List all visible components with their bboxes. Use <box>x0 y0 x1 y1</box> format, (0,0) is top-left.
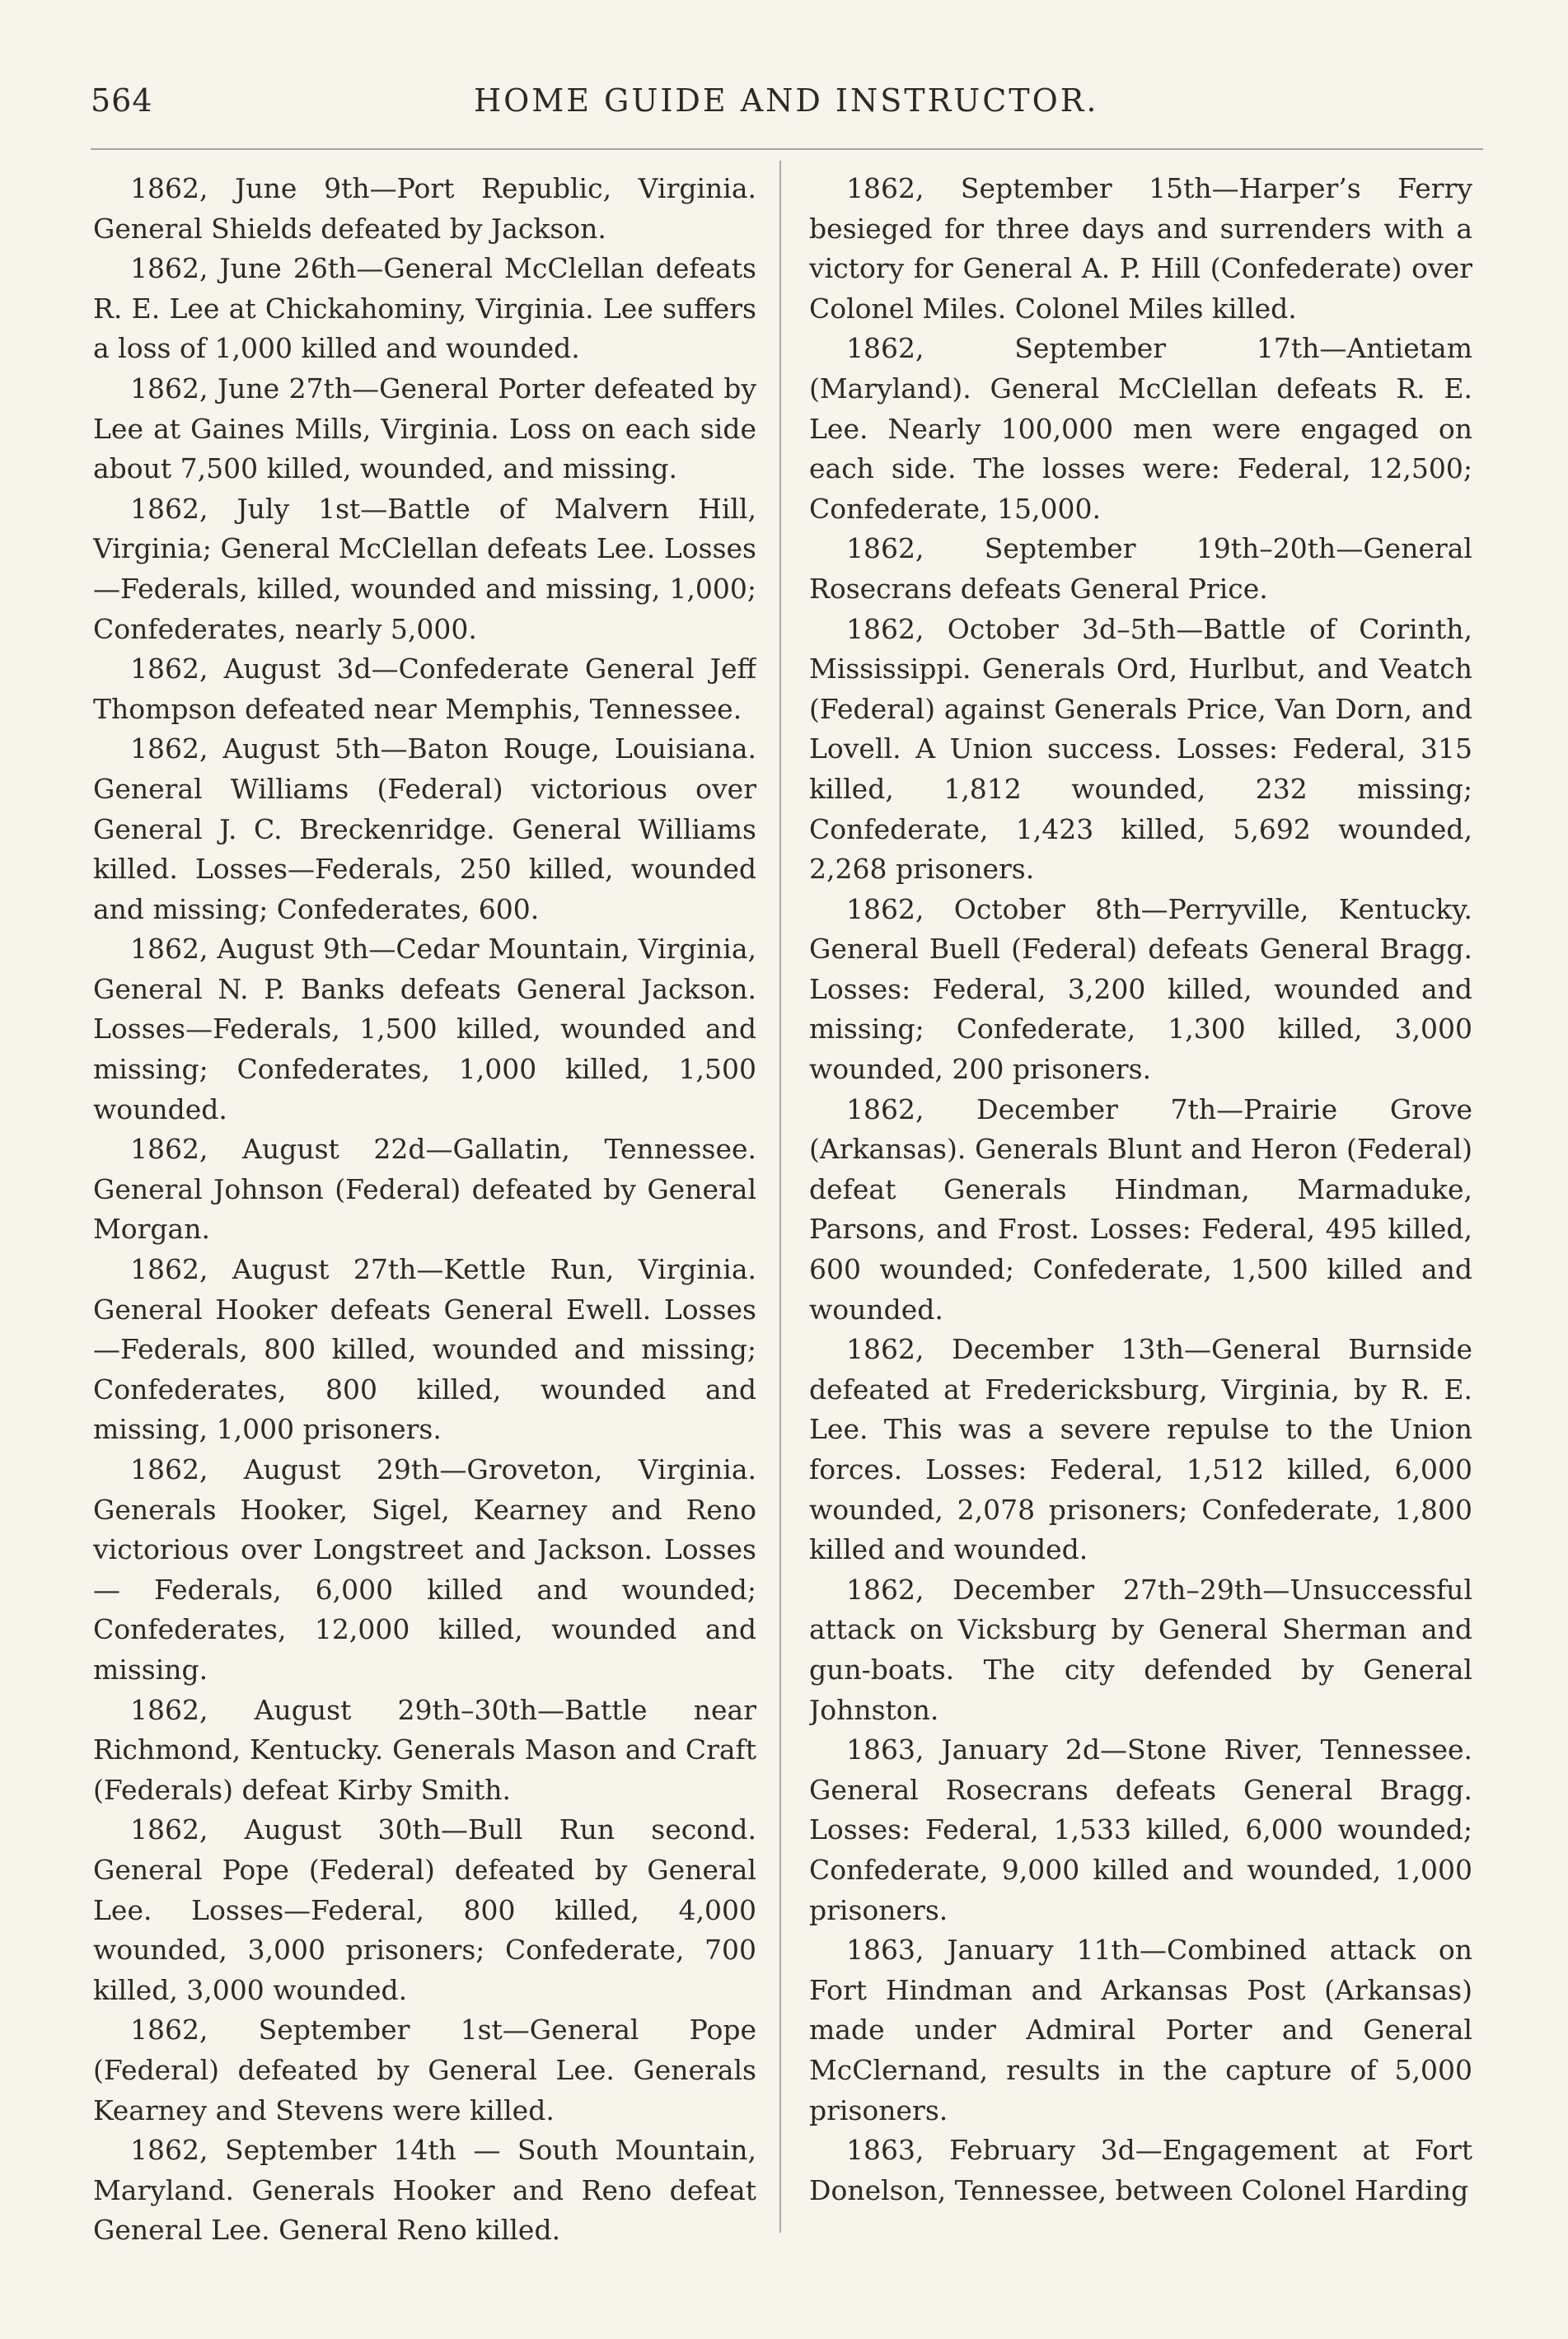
chronology-entry: 1862, September 1st—General Pope (Federal) defeated by General Lee. Generals Kearney and Stevens were killed. <box>93 2014 756 2126</box>
column-divider <box>779 161 781 2233</box>
chronology-entry: 1862, September 15th—Harper’s Ferry besieged for three days and surrenders with a victory for General A. P. Hill (Confederate) over Colonel Miles. Colonel Miles killed. <box>809 172 1472 325</box>
page-header <box>91 82 1483 140</box>
chronology-entry: 1862, June 26th—General McClellan defeats R. E. Lee at Chickahominy, Virginia. Lee suffers a loss of 1,000 killed and wounded. <box>93 252 756 365</box>
running-title: HOME GUIDE AND INSTRUCTOR. <box>474 82 1099 119</box>
left-column <box>93 169 756 2262</box>
chronology-entry: 1862, October 8th—Perryville, Kentucky. General Buell (Federal) defeats General Bragg. Losses: Federal, 3,200 killed, wounded and missing; Confederate, 1,300 killed, 3,000 wounded, 200 prisoners. <box>809 892 1472 1086</box>
chronology-entry: 1862, August 29th–30th—Battle near Richmond, Kentucky. Generals Mason and Craft (Federals) defeat Kirby Smith. <box>93 1693 756 1806</box>
chronology-entry: 1862, August 29th—Groveton, Virginia. Generals Hooker, Sigel, Kearney and Reno victorious over Longstreet and Jackson. Losses— Federals, 6,000 killed and wounded; Confederates, 12,000 killed, wounded and missing. <box>93 1453 756 1686</box>
chronology-entry: 1862, August 30th—Bull Run second. General Pope (Federal) defeated by General Lee. Losses—Federal, 800 killed, 4,000 wounded, 3,000 prisoners; Confederate, 700 killed, 3,000 wounded. <box>93 1813 756 2006</box>
chronology-entry: 1862, August 27th—Kettle Run, Virginia. General Hooker defeats General Ewell. Losses —Federals, 800 killed, wounded and missing; Confederates, 800 killed, wounded and missing, 1,000 prisoners. <box>93 1253 756 1446</box>
chronology-entry: 1862, September 19th–20th—General Rosecrans defeats General Price. <box>809 532 1472 605</box>
chronology-entry: 1862, July 1st—Battle of Malvern Hill, Virginia; General McClellan defeats Lee. Losses —Federals, killed, wounded and missing, 1,000; Confederates, nearly 5,000. <box>93 492 756 645</box>
page-number: 564 <box>91 82 153 119</box>
chronology-entry: 1862, December 7th—Prairie Grove (Arkansas). Generals Blunt and Heron (Federal) defeat Generals Hindman, Marmaduke, Parsons, and Frost. Losses: Federal, 495 killed, 600 wounded; Confederate, 1,500 killed and wounded. <box>809 1092 1472 1326</box>
chronology-entry: 1862, September 17th—Antietam (Maryland). General McClellan defeats R. E. Lee. Nearly 100,000 men were engaged on each side. The losses were: Federal, 12,500; Confederate, 15,000. <box>809 332 1472 525</box>
chronology-entry: 1862, June 9th—Port Republic, Virginia. General Shields defeated by Jackson. <box>93 172 756 245</box>
chronology-entry: 1862, December 27th–29th—Unsuccessful attack on Vicksburg by General Sherman and gun-boats. The city defended by General Johnston. <box>809 1573 1472 1726</box>
chronology-entry: 1863, January 2d—Stone River, Tennessee. General Rosecrans defeats General Bragg. Losses: Federal, 1,533 killed, 6,000 wounded; Confederate, 9,000 killed and wounded, 1,000 prisoners. <box>809 1733 1472 1926</box>
chronology-entry: 1862, June 27th—General Porter defeated by Lee at Gaines Mills, Virginia. Loss on each side about 7,500 killed, wounded, and missing. <box>93 372 756 485</box>
chronology-entry: 1862, September 14th — South Mountain, Maryland. Generals Hooker and Reno defeat General Lee. General Reno killed. <box>93 2134 756 2247</box>
chronology-entry: 1862, August 5th—Baton Rouge, Louisiana. General Williams (Federal) victorious over General J. C. Breckenridge. General Williams killed. Losses—Federals, 250 killed, wounded and missing; Confederates, 600. <box>93 732 756 925</box>
chronology-entry: 1862, August 9th—Cedar Mountain, Virginia, General N. P. Banks defeats General Jackson. Losses—Federals, 1,500 killed, wounded and missing; Confederates, 1,000 killed, 1,500 wounded. <box>93 933 756 1125</box>
chronology-entry: 1862, December 13th—General Burnside defeated at Fredericksburg, Virginia, by R. E. Lee. This was a severe repulse to the Union forces. Losses: Federal, 1,512 killed, 6,000 wounded, 2,078 prisoners; Confederate, 1,800 killed and wounded. <box>809 1333 1472 1566</box>
header-rule <box>91 148 1483 150</box>
chronology-entry: 1863, January 11th—Combined attack on Fort Hindman and Arkansas Post (Arkansas) made under Admiral Porter and General McClernand, results in the capture of 5,000 prisoners. <box>809 1934 1472 2126</box>
right-column <box>809 169 1472 2262</box>
chronology-entry: 1862, August 3d—Confederate General Jeff Thompson defeated near Memphis, Tennessee. <box>93 653 756 725</box>
chronology-entry: 1863, February 3d—Engagement at Fort Donelson, Tennessee, between Colonel Harding <box>809 2134 1472 2206</box>
chronology-entry: 1862, October 3d–5th—Battle of Corinth, Mississippi. Generals Ord, Hurlbut, and Veatch (Federal) against Generals Price, Van Dorn, and Lovell. A Union success. Losses: Federal, 315 killed, 1,812 wounded, 232 missing; Confederate, 1,423 killed, 5,692 wounded, 2,268 prisoners. <box>809 612 1472 886</box>
chronology-entry: 1862, August 22d—Gallatin, Tennessee. General Johnson (Federal) defeated by General Morgan. <box>93 1133 756 1246</box>
